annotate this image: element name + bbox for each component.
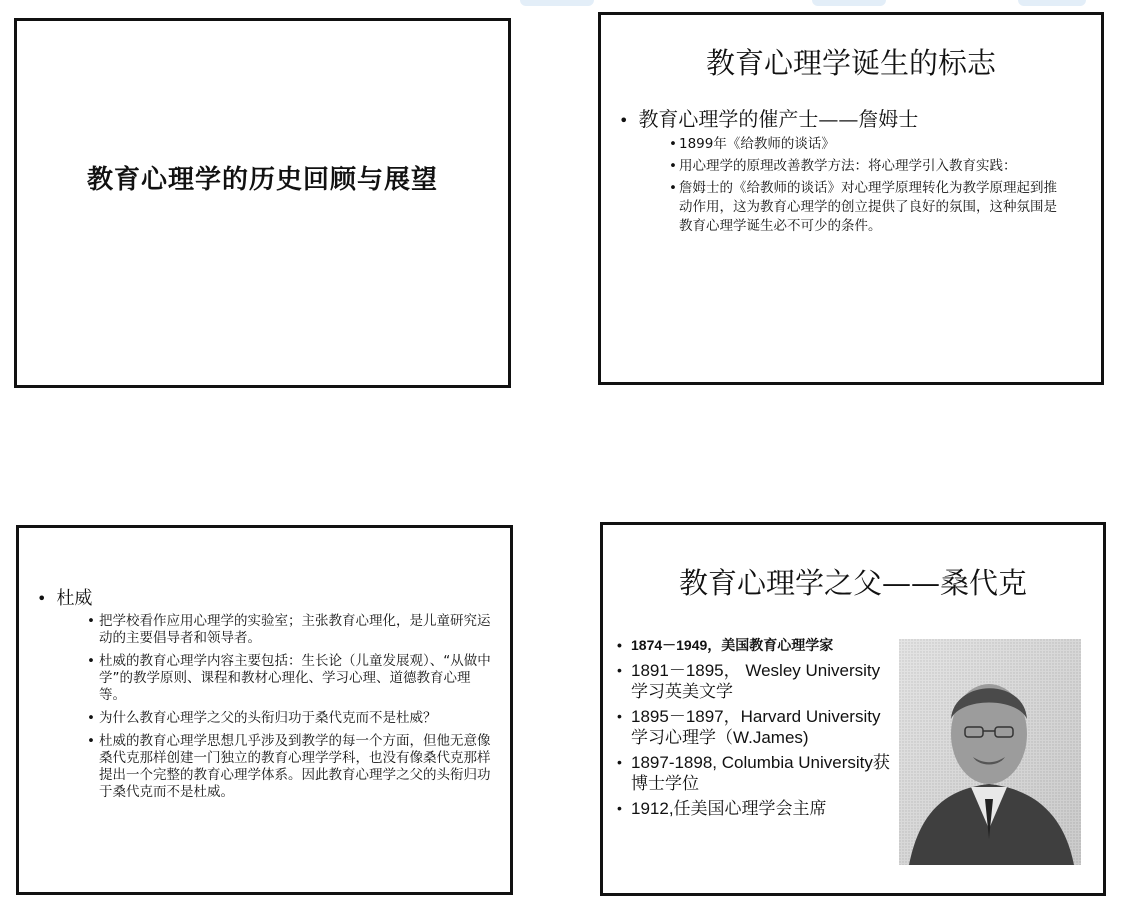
slide-2[interactable]: [598, 12, 1104, 385]
list-item: • 杜威的教育心理学内容主要包括：生长论（儿童发展观）、“从做中学”的教学原则、课程和教材心理化、学习心理、道德教育心理等。: [87, 653, 497, 704]
slide-3-bullet-list: [87, 613, 497, 807]
slide-2-bullet-list: [669, 135, 1069, 239]
list-item: • 1891－1895， Wesley University学习英美文学: [617, 660, 897, 702]
slide-4[interactable]: [600, 522, 1106, 896]
bullet-icon: •: [37, 589, 47, 608]
slide-3-main-point: [37, 584, 92, 610]
slide-1[interactable]: [14, 18, 511, 388]
top-tab-hint: [1018, 0, 1086, 6]
list-item: • 1895－1897，Harvard University学习心理学（W.James): [617, 706, 897, 748]
list-item: • 用心理学的原理改善教学方法：将心理学引入教育实践：: [669, 157, 1069, 176]
list-item: • 为什么教育心理学之父的头衔归功于桑代克而不是杜威？: [87, 710, 497, 727]
top-tab-hint: [520, 0, 594, 6]
slide-2-main-text: 教育心理学的催产士——詹姆士: [638, 107, 919, 131]
list-item: • 1912,任美国心理学会主席: [617, 798, 897, 819]
slide-2-main-point: [619, 103, 918, 132]
slide-3[interactable]: [16, 525, 513, 895]
slide-4-bullet-list: [617, 635, 897, 823]
list-item: • 1897-1898, Columbia University获博士学位: [617, 752, 897, 794]
list-item: • 詹姆士的《给教师的谈话》对心理学原理转化为教学原理起到推动作用，这为教育心理学的创立提供了良好的氛围，这种氛围是教育心理学诞生必不可少的条件。: [669, 179, 1069, 236]
list-item: • 杜威的教育心理学思想几乎涉及到教学的每一个方面，但他无意像桑代克那样创建一门独立的教育心理学学科，也没有像桑代克那样提出一个完整的教育心理学体系。因此教育心理学之父的头衔归功于桑代克而不是杜威。: [87, 733, 497, 801]
slide-2-title: 教育心理学诞生的标志: [705, 46, 996, 80]
bullet-icon: •: [619, 111, 629, 130]
list-item: • 把学校看作应用心理学的实验室；主张教育心理化，是儿童研究运动的主要倡导者和领导者。: [87, 613, 497, 647]
list-item: • 1874－1949，美国教育心理学家: [617, 635, 897, 656]
slide-4-title: 教育心理学之父——桑代克: [678, 566, 1027, 600]
portrait-photo-icon: [899, 639, 1081, 865]
list-item: • 1899年《给教师的谈话》: [669, 135, 1069, 154]
top-tab-hint: [812, 0, 886, 6]
slide-3-main-text: 杜威: [56, 588, 93, 609]
slide-1-title: 教育心理学的历史回顾与展望: [86, 165, 438, 195]
